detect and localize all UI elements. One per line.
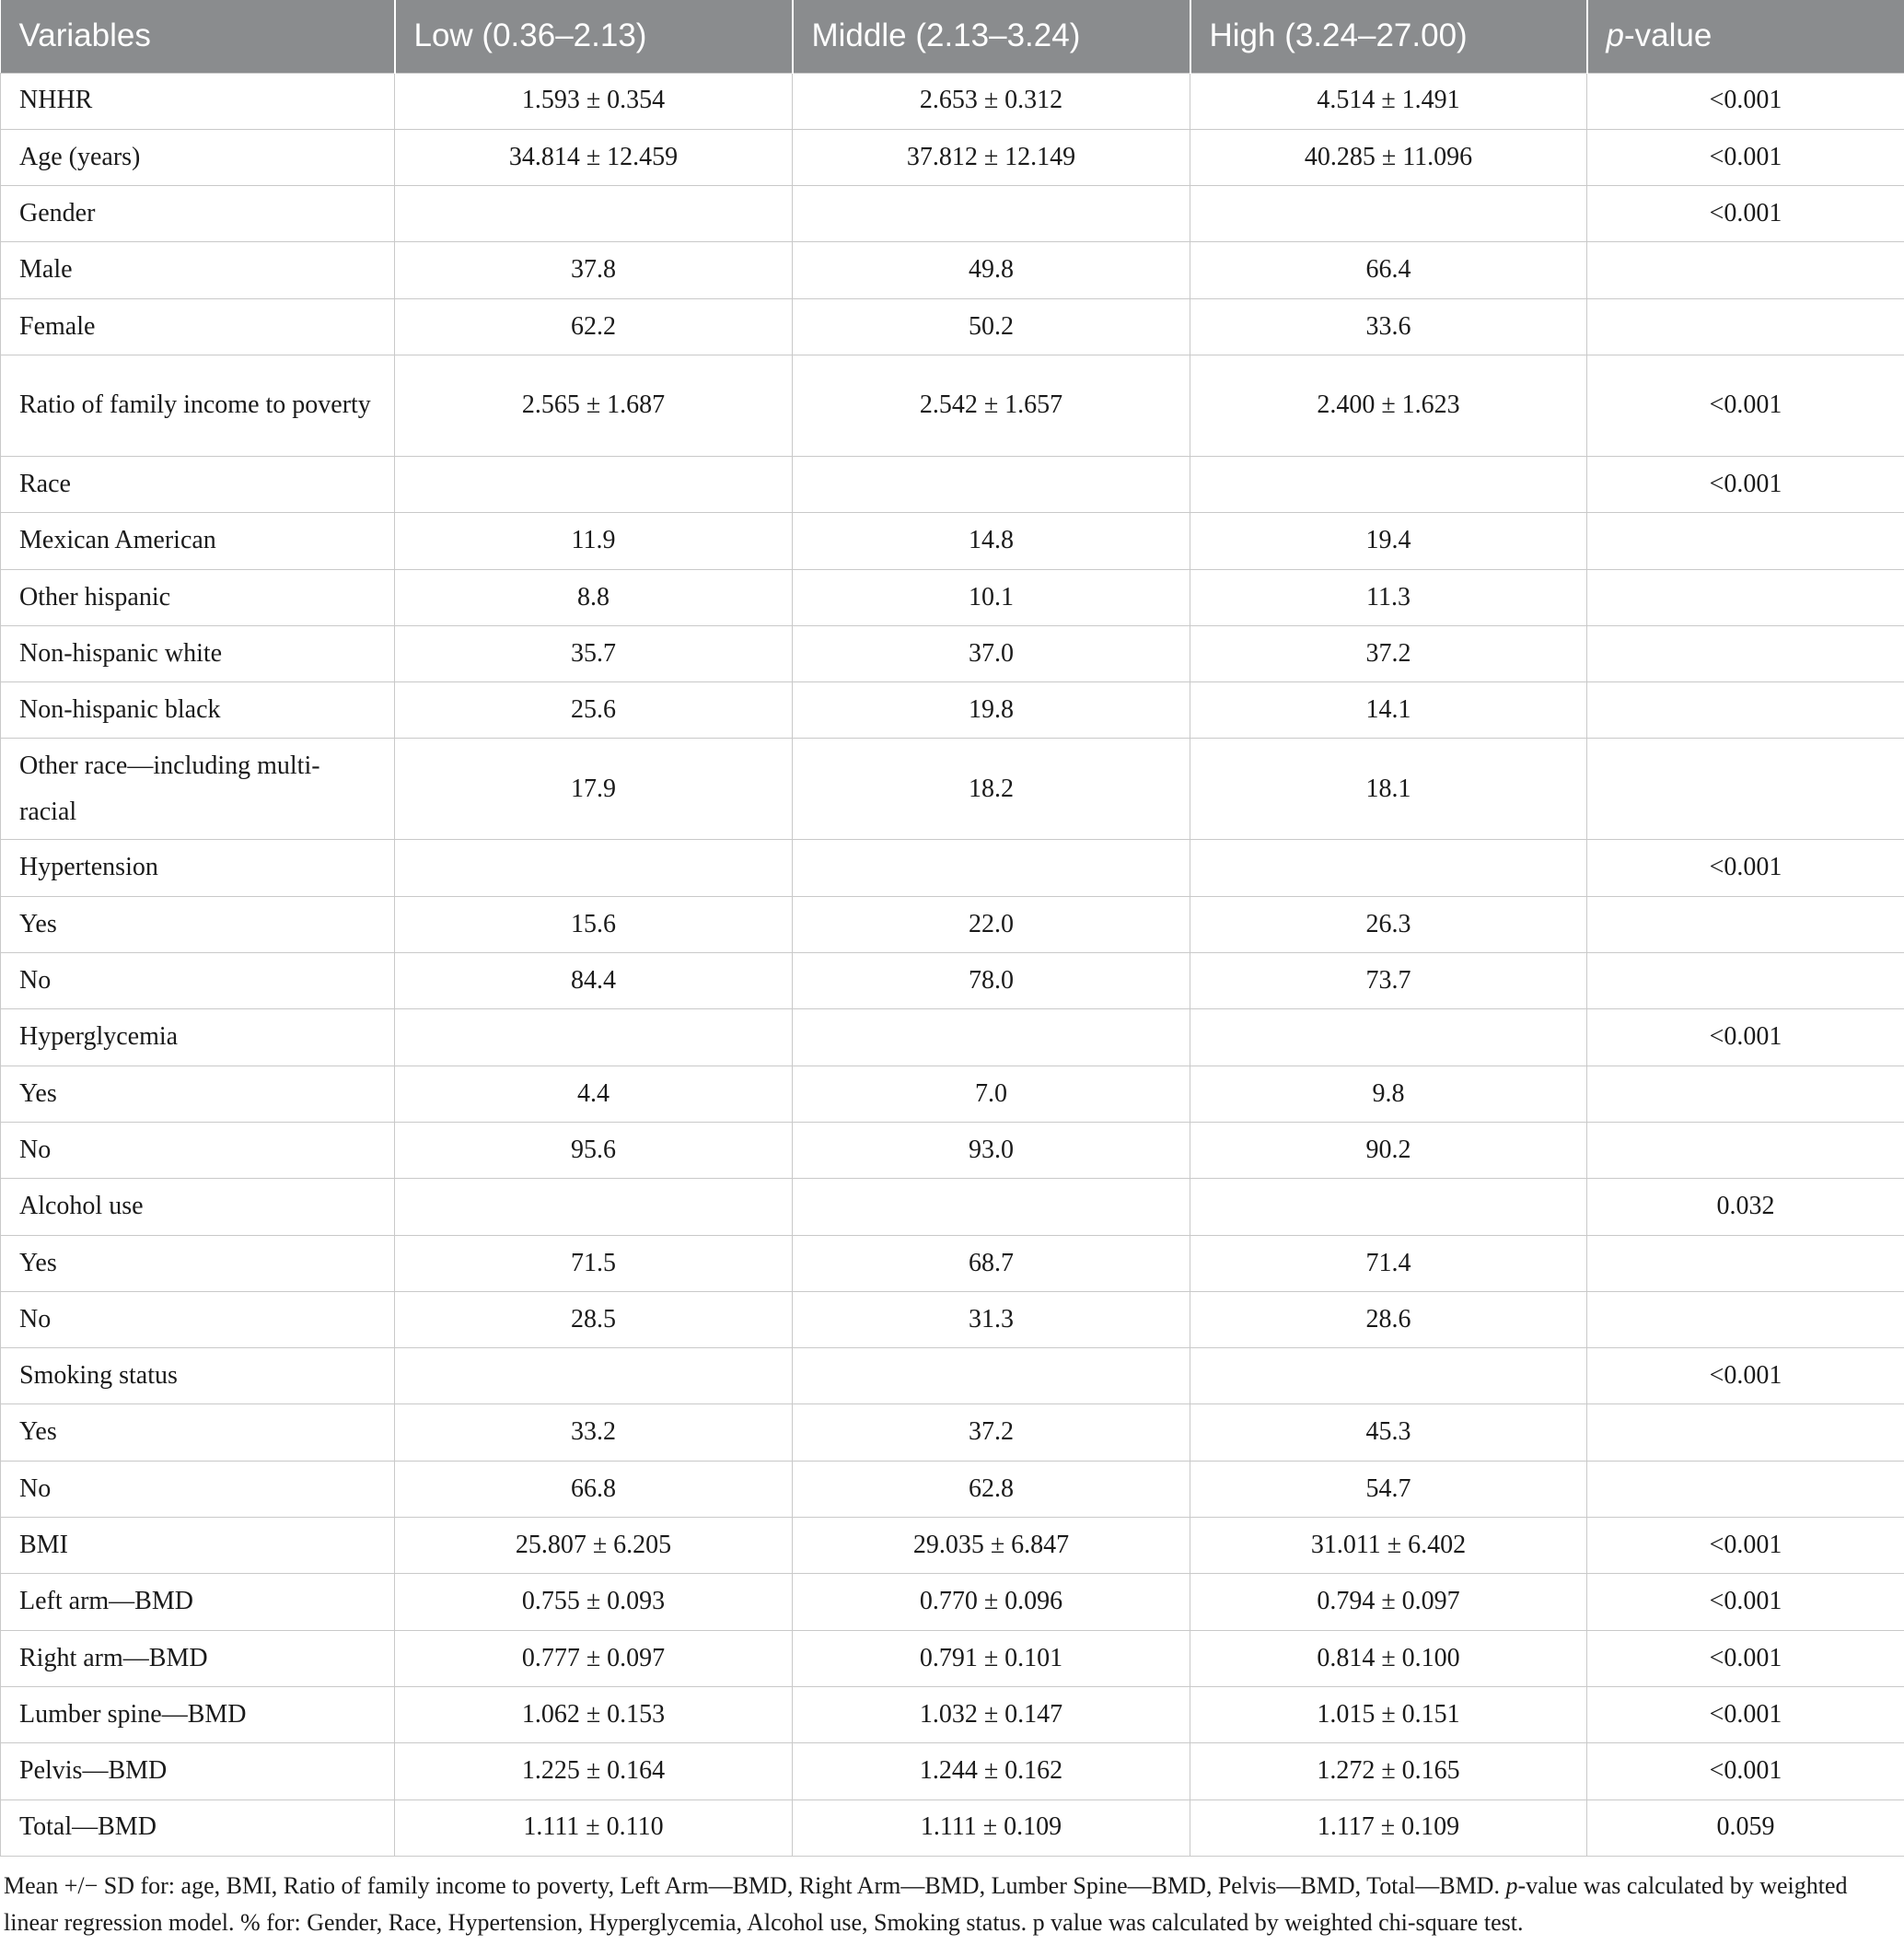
table-row: [1, 625, 1904, 681]
p-value-cell: [1587, 1404, 1904, 1461]
high-cell: 40.285 ± 11.096: [1190, 129, 1587, 185]
table-row: [1, 1630, 1904, 1686]
middle-cell: 7.0: [793, 1066, 1190, 1122]
low-cell: 1.593 ± 0.354: [395, 73, 793, 129]
low-cell: 34.814 ± 12.459: [395, 129, 793, 185]
middle-cell: 49.8: [793, 242, 1190, 298]
middle-cell: 62.8: [793, 1461, 1190, 1517]
p-value-cell: <0.001: [1587, 1743, 1904, 1799]
p-value-cell: [1587, 513, 1904, 569]
table-row: [1, 1122, 1904, 1178]
table-row: [1, 1518, 1904, 1574]
variable-cell: Total—BMD: [1, 1799, 395, 1856]
middle-cell: [793, 456, 1190, 512]
header-high: High (3.24–27.00): [1190, 0, 1587, 73]
high-cell: 18.1: [1190, 739, 1587, 840]
low-cell: 95.6: [395, 1122, 793, 1178]
table-row: [1, 840, 1904, 896]
header-row: [1, 0, 1904, 73]
p-value-cell: 0.059: [1587, 1799, 1904, 1856]
table-row: [1, 1179, 1904, 1235]
table-row: [1, 1348, 1904, 1404]
p-value-cell: [1587, 1122, 1904, 1178]
low-cell: [395, 1009, 793, 1066]
middle-cell: 10.1: [793, 569, 1190, 625]
middle-cell: [793, 1009, 1190, 1066]
variable-cell: Ratio of family income to poverty: [1, 355, 395, 456]
table-row: [1, 73, 1904, 129]
middle-cell: 1.111 ± 0.109: [793, 1799, 1190, 1856]
table-row: [1, 896, 1904, 952]
table-row: [1, 355, 1904, 456]
high-cell: 66.4: [1190, 242, 1587, 298]
table-row: [1, 953, 1904, 1009]
low-cell: 8.8: [395, 569, 793, 625]
low-cell: 25.807 ± 6.205: [395, 1518, 793, 1574]
high-cell: 1.015 ± 0.151: [1190, 1686, 1587, 1742]
p-value-cell: <0.001: [1587, 1518, 1904, 1574]
middle-cell: 50.2: [793, 298, 1190, 355]
high-cell: 1.272 ± 0.165: [1190, 1743, 1587, 1799]
table-row: [1, 1291, 1904, 1347]
p-value-cell: <0.001: [1587, 456, 1904, 512]
variable-cell: Female: [1, 298, 395, 355]
low-cell: [395, 840, 793, 896]
middle-cell: [793, 840, 1190, 896]
variable-cell: Hyperglycemia: [1, 1009, 395, 1066]
p-value-cell: <0.001: [1587, 840, 1904, 896]
variable-cell: Smoking status: [1, 1348, 395, 1404]
low-cell: 2.565 ± 1.687: [395, 355, 793, 456]
variable-cell: Lumber spine—BMD: [1, 1686, 395, 1742]
footnote-part1: Mean +/− SD for: age, BMI, Ratio of family income to poverty, Left Arm—BMD, Right Arm—BMD, Lumber Spine—BMD, Pelvis—BMD, Total—BMD.: [4, 1871, 1506, 1899]
high-cell: [1190, 1179, 1587, 1235]
variable-cell: Age (years): [1, 129, 395, 185]
header-middle: Middle (2.13–3.24): [793, 0, 1190, 73]
p-value-cell: <0.001: [1587, 1686, 1904, 1742]
p-value-cell: [1587, 1066, 1904, 1122]
variable-cell: Race: [1, 456, 395, 512]
middle-cell: 0.770 ± 0.096: [793, 1574, 1190, 1630]
variable-cell: Yes: [1, 1235, 395, 1291]
low-cell: 1.225 ± 0.164: [395, 1743, 793, 1799]
header-p-italic: p: [1606, 17, 1624, 54]
p-value-cell: <0.001: [1587, 1009, 1904, 1066]
high-cell: 37.2: [1190, 625, 1587, 681]
table-row: [1, 682, 1904, 739]
p-value-cell: <0.001: [1587, 186, 1904, 242]
middle-cell: 37.812 ± 12.149: [793, 129, 1190, 185]
high-cell: 19.4: [1190, 513, 1587, 569]
low-cell: [395, 1179, 793, 1235]
low-cell: 17.9: [395, 739, 793, 840]
middle-cell: 19.8: [793, 682, 1190, 739]
p-value-cell: [1587, 625, 1904, 681]
table-row: [1, 186, 1904, 242]
variable-cell: Mexican American: [1, 513, 395, 569]
table-row: [1, 1743, 1904, 1799]
middle-cell: 14.8: [793, 513, 1190, 569]
high-cell: 90.2: [1190, 1122, 1587, 1178]
high-cell: [1190, 1009, 1587, 1066]
low-cell: [395, 1348, 793, 1404]
low-cell: 71.5: [395, 1235, 793, 1291]
p-value-cell: <0.001: [1587, 1574, 1904, 1630]
table-row: [1, 129, 1904, 185]
table-row: [1, 1461, 1904, 1517]
p-value-cell: <0.001: [1587, 1630, 1904, 1686]
header-low: Low (0.36–2.13): [395, 0, 793, 73]
low-cell: 1.111 ± 0.110: [395, 1799, 793, 1856]
low-cell: 1.062 ± 0.153: [395, 1686, 793, 1742]
variable-cell: Pelvis—BMD: [1, 1743, 395, 1799]
low-cell: 62.2: [395, 298, 793, 355]
high-cell: 9.8: [1190, 1066, 1587, 1122]
p-value-cell: [1587, 1461, 1904, 1517]
high-cell: 11.3: [1190, 569, 1587, 625]
p-value-cell: <0.001: [1587, 73, 1904, 129]
p-value-cell: <0.001: [1587, 1348, 1904, 1404]
p-value-cell: <0.001: [1587, 129, 1904, 185]
middle-cell: 1.244 ± 0.162: [793, 1743, 1190, 1799]
table-row: [1, 1235, 1904, 1291]
table-row: [1, 242, 1904, 298]
variable-cell: No: [1, 953, 395, 1009]
high-cell: 31.011 ± 6.402: [1190, 1518, 1587, 1574]
table-row: [1, 1799, 1904, 1856]
high-cell: 14.1: [1190, 682, 1587, 739]
p-value-cell: [1587, 569, 1904, 625]
variable-cell: Yes: [1, 896, 395, 952]
high-cell: 0.794 ± 0.097: [1190, 1574, 1587, 1630]
variable-cell: Gender: [1, 186, 395, 242]
header-p-value: [1587, 0, 1904, 73]
middle-cell: 22.0: [793, 896, 1190, 952]
table-row: [1, 739, 1904, 840]
low-cell: [395, 456, 793, 512]
table-row: [1, 456, 1904, 512]
high-cell: [1190, 186, 1587, 242]
middle-cell: 18.2: [793, 739, 1190, 840]
p-value-cell: [1587, 242, 1904, 298]
variable-cell: BMI: [1, 1518, 395, 1574]
middle-cell: 68.7: [793, 1235, 1190, 1291]
low-cell: 84.4: [395, 953, 793, 1009]
variable-cell: Yes: [1, 1066, 395, 1122]
low-cell: 0.777 ± 0.097: [395, 1630, 793, 1686]
table-row: [1, 569, 1904, 625]
high-cell: 28.6: [1190, 1291, 1587, 1347]
table-row: [1, 1686, 1904, 1742]
high-cell: 0.814 ± 0.100: [1190, 1630, 1587, 1686]
high-cell: 4.514 ± 1.491: [1190, 73, 1587, 129]
low-cell: 33.2: [395, 1404, 793, 1461]
low-cell: 4.4: [395, 1066, 793, 1122]
footnote-part2: -value was calculated by weighted linear regression model. % for: Gender, Race, Hypertension, Hyperglycemia, Alcohol use, Smoking status. p value was calculated by weighted chi-square test.: [4, 1871, 1848, 1937]
high-cell: 2.400 ± 1.623: [1190, 355, 1587, 456]
table-row: [1, 298, 1904, 355]
variable-cell: Alcohol use: [1, 1179, 395, 1235]
variable-cell: Hypertension: [1, 840, 395, 896]
high-cell: 1.117 ± 0.109: [1190, 1799, 1587, 1856]
variable-cell: Non-hispanic white: [1, 625, 395, 681]
table-row: [1, 1066, 1904, 1122]
middle-cell: [793, 1348, 1190, 1404]
table-row: [1, 1009, 1904, 1066]
high-cell: [1190, 456, 1587, 512]
variable-cell: Male: [1, 242, 395, 298]
p-value-cell: [1587, 1291, 1904, 1347]
variable-cell: No: [1, 1122, 395, 1178]
low-cell: 66.8: [395, 1461, 793, 1517]
middle-cell: 1.032 ± 0.147: [793, 1686, 1190, 1742]
low-cell: 25.6: [395, 682, 793, 739]
p-value-cell: [1587, 298, 1904, 355]
p-value-cell: [1587, 682, 1904, 739]
low-cell: [395, 186, 793, 242]
table-body: [1, 73, 1904, 1856]
p-value-cell: 0.032: [1587, 1179, 1904, 1235]
low-cell: 28.5: [395, 1291, 793, 1347]
high-cell: 33.6: [1190, 298, 1587, 355]
high-cell: 73.7: [1190, 953, 1587, 1009]
variable-cell: Right arm—BMD: [1, 1630, 395, 1686]
low-cell: 15.6: [395, 896, 793, 952]
p-value-cell: [1587, 896, 1904, 952]
low-cell: 0.755 ± 0.093: [395, 1574, 793, 1630]
table-row: [1, 1574, 1904, 1630]
high-cell: 71.4: [1190, 1235, 1587, 1291]
high-cell: [1190, 840, 1587, 896]
footnote-p-italic: p: [1505, 1871, 1518, 1899]
low-cell: 11.9: [395, 513, 793, 569]
table-header: [1, 0, 1904, 73]
variable-cell: Yes: [1, 1404, 395, 1461]
middle-cell: 78.0: [793, 953, 1190, 1009]
variable-cell: No: [1, 1461, 395, 1517]
table-footnote: [0, 1857, 1886, 1942]
p-value-cell: [1587, 953, 1904, 1009]
low-cell: 35.7: [395, 625, 793, 681]
variable-cell: Non-hispanic black: [1, 682, 395, 739]
middle-cell: 93.0: [793, 1122, 1190, 1178]
p-value-cell: <0.001: [1587, 355, 1904, 456]
high-cell: 45.3: [1190, 1404, 1587, 1461]
p-value-cell: [1587, 739, 1904, 840]
p-value-cell: [1587, 1235, 1904, 1291]
middle-cell: 37.0: [793, 625, 1190, 681]
variable-cell: Left arm—BMD: [1, 1574, 395, 1630]
header-p-suffix: -value: [1623, 17, 1712, 54]
header-variables: Variables: [1, 0, 395, 73]
middle-cell: 2.653 ± 0.312: [793, 73, 1190, 129]
high-cell: 54.7: [1190, 1461, 1587, 1517]
high-cell: 26.3: [1190, 896, 1587, 952]
middle-cell: 2.542 ± 1.657: [793, 355, 1190, 456]
variable-cell: NHHR: [1, 73, 395, 129]
low-cell: 37.8: [395, 242, 793, 298]
table-row: [1, 513, 1904, 569]
middle-cell: 37.2: [793, 1404, 1190, 1461]
middle-cell: [793, 186, 1190, 242]
table-row: [1, 1404, 1904, 1461]
variable-cell: No: [1, 1291, 395, 1347]
middle-cell: 31.3: [793, 1291, 1190, 1347]
high-cell: [1190, 1348, 1587, 1404]
variable-cell: Other race—including multi-racial: [1, 739, 395, 840]
variable-cell: Other hispanic: [1, 569, 395, 625]
middle-cell: 0.791 ± 0.101: [793, 1630, 1190, 1686]
middle-cell: 29.035 ± 6.847: [793, 1518, 1190, 1574]
middle-cell: [793, 1179, 1190, 1235]
